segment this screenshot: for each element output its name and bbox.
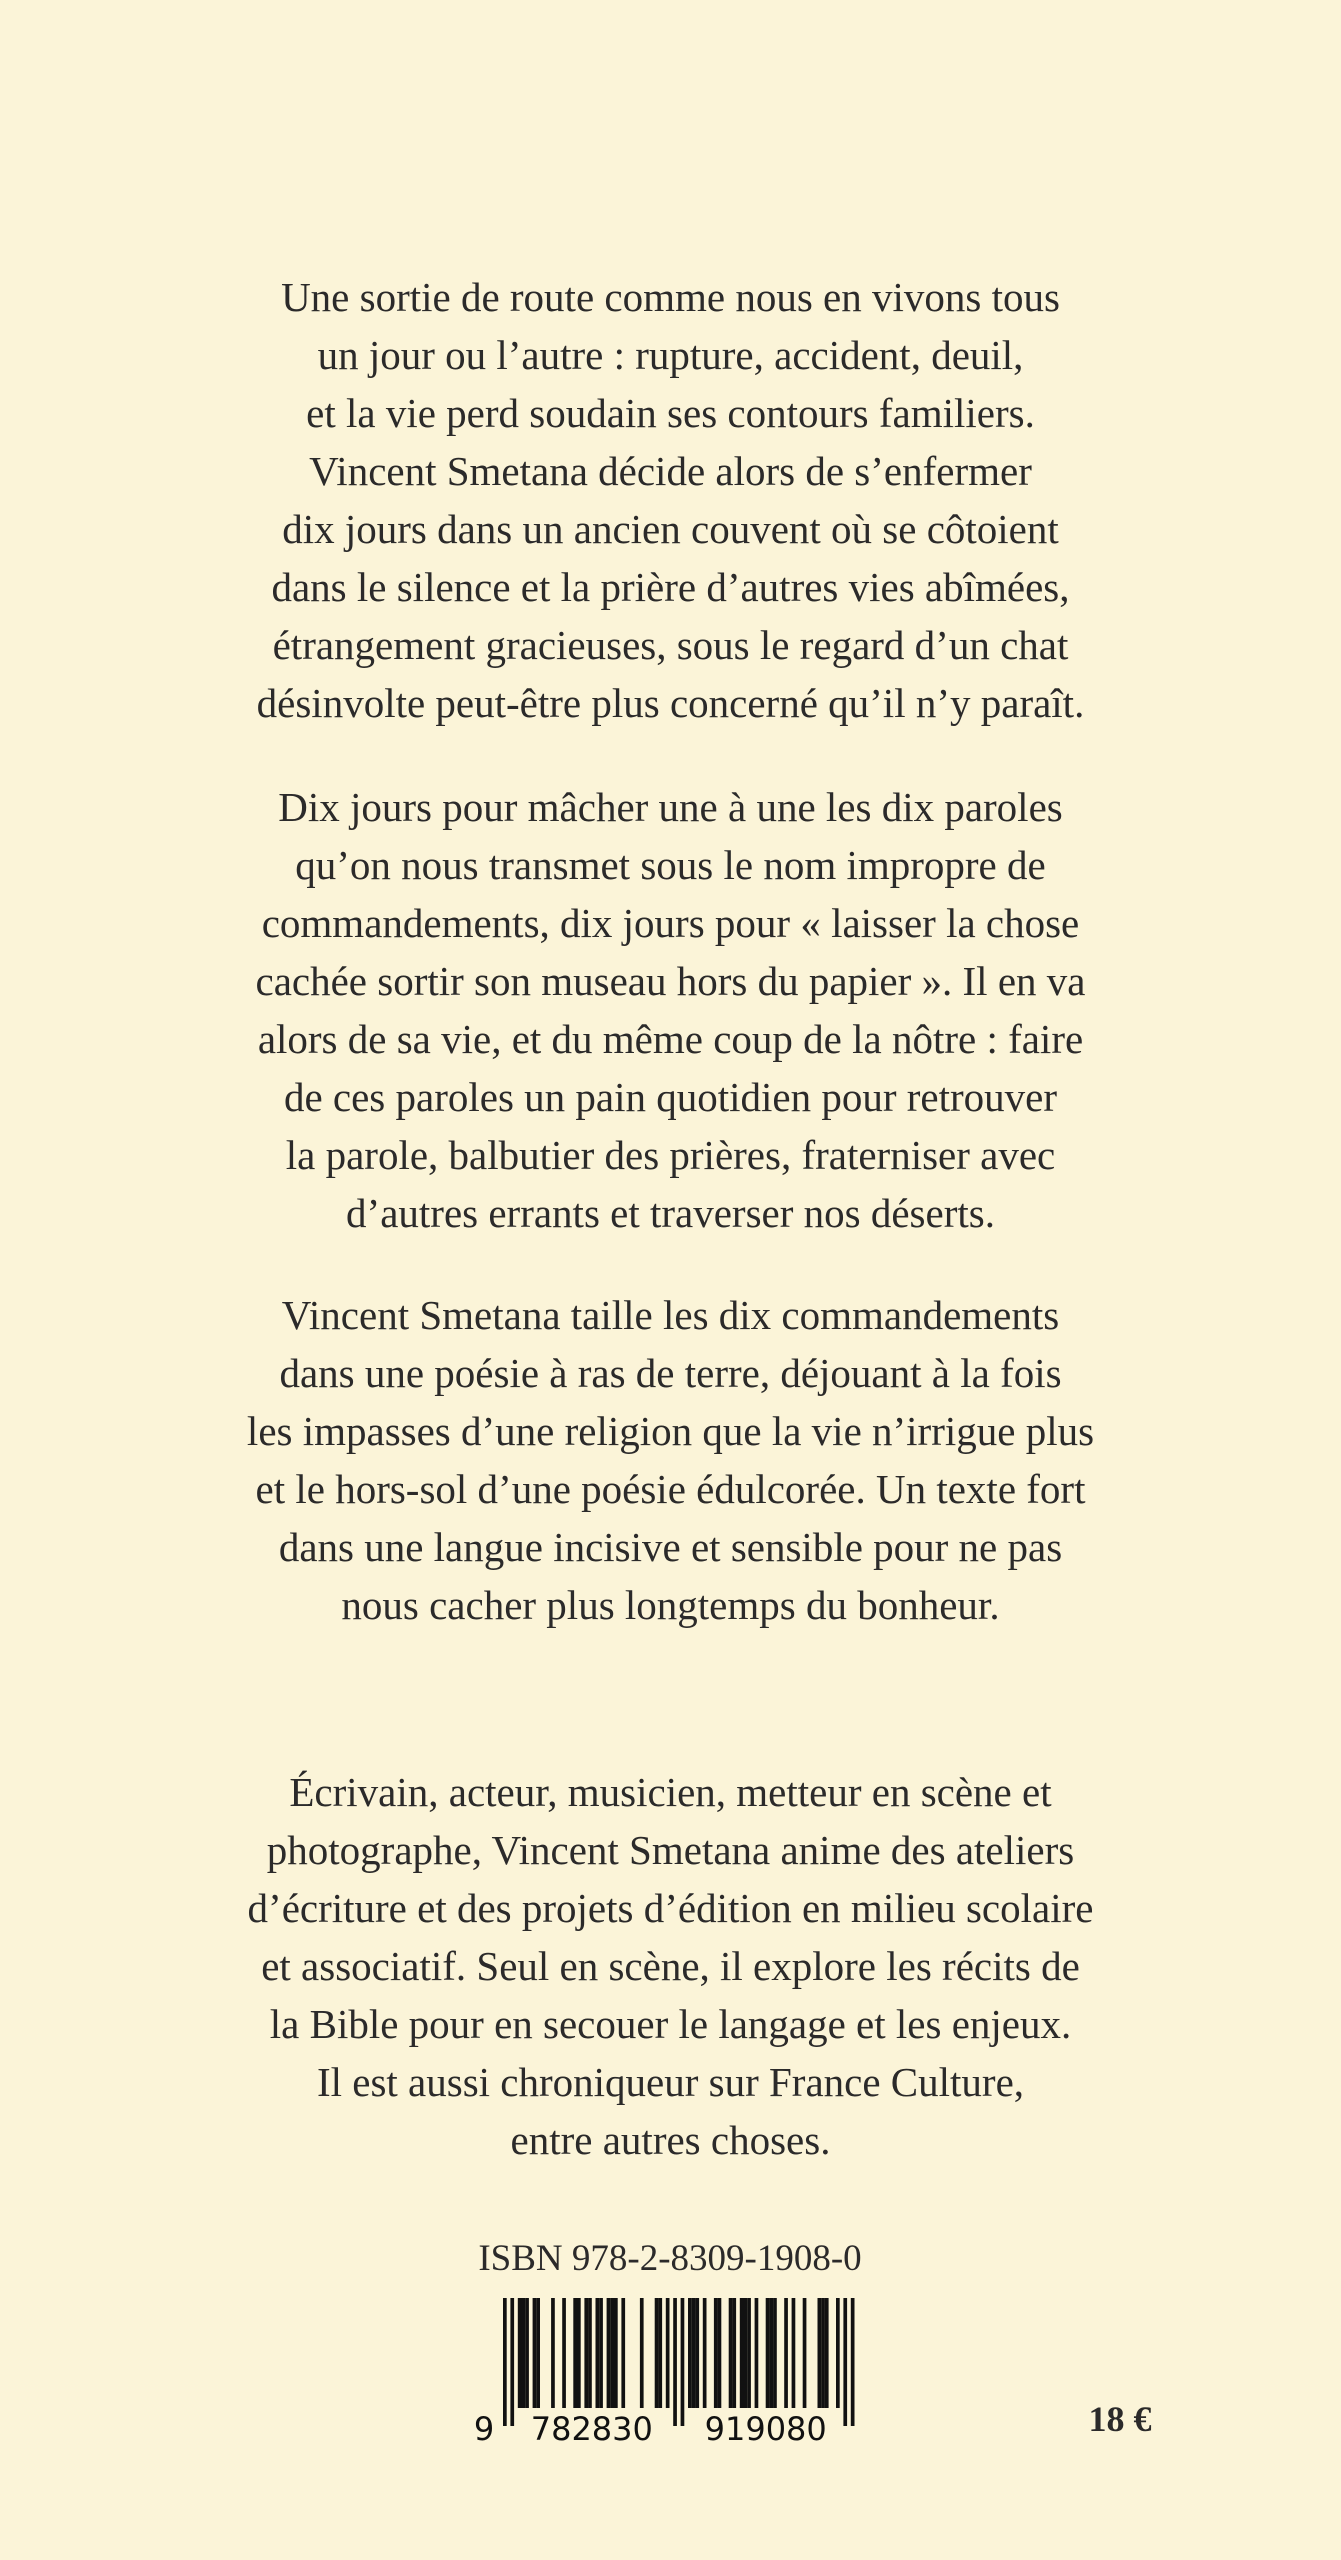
barcode-bar (673, 2298, 677, 2426)
barcode-bar (607, 2298, 611, 2408)
barcode-bar (599, 2298, 603, 2408)
barcode-bar (573, 2298, 577, 2408)
barcode-bar (744, 2298, 748, 2408)
barcode-bar (792, 2298, 796, 2408)
barcode-bar (610, 2298, 614, 2408)
text-line: d’écriture et des projets d’édition en milieu scolaire (247, 1885, 1094, 1931)
barcode-bar (640, 2298, 644, 2408)
barcode-bar (740, 2298, 744, 2408)
price-label: 18 € (1088, 2399, 1152, 2439)
barcode-bar (821, 2298, 825, 2408)
barcode-digits: 919080 (704, 2410, 827, 2448)
barcode-digits: 9 (473, 2410, 495, 2448)
text-line: Il est aussi chroniqueur sur France Culture, (316, 2059, 1025, 2105)
barcode-bar (681, 2298, 685, 2426)
text-line: et la vie perd soudain ses contours familiers. (306, 390, 1035, 436)
text-line: commandements, dix jours pour « laisser la chose (261, 900, 1080, 946)
barcode-bar (577, 2298, 581, 2408)
isbn-label: ISBN 978-2-8309-1908-0 (478, 2238, 862, 2279)
text-line: entre autres choses. (510, 2117, 831, 2163)
barcode-bar (658, 2298, 662, 2408)
barcode-bar (803, 2298, 807, 2408)
text-line: étrangement gracieuses, sous le regard d’un chat (272, 622, 1069, 668)
barcode-bar (536, 2298, 540, 2408)
barcode-bar (732, 2298, 736, 2408)
barcode-bar (621, 2298, 625, 2408)
barcode-bar (518, 2298, 522, 2408)
text-line: désinvolte peut-être plus concerné qu’il n’y paraît. (256, 680, 1085, 726)
author-bio-paragraph (120, 1763, 1221, 2169)
summary-paragraph-3 (120, 1286, 1221, 1634)
barcode-bar (818, 2298, 822, 2408)
barcode-bar (825, 2298, 829, 2408)
barcode-bar (510, 2298, 514, 2426)
text-line: d’autres errants et traverser nos déserts. (346, 1190, 995, 1236)
barcode-bar (836, 2298, 840, 2408)
barcode-bar (703, 2298, 707, 2408)
text-line: Écrivain, acteur, musicien, metteur en scène et (289, 1769, 1052, 1815)
barcode-bar (666, 2298, 670, 2408)
text-line: nous cacher plus longtemps du bonheur. (341, 1582, 1000, 1628)
barcode-graphic (470, 2288, 870, 2468)
barcode-bar (503, 2298, 507, 2426)
text-line: la Bible pour en secouer le langage et les enjeux. (269, 2001, 1072, 2047)
text-line: Une sortie de route comme nous en vivons tous (281, 274, 1060, 320)
barcode (470, 2288, 870, 2468)
barcode-digits: 782830 (530, 2410, 653, 2448)
text-line: les impasses d’une religion que la vie n’irrigue plus (246, 1408, 1095, 1454)
summary-paragraph-1 (120, 268, 1221, 732)
text-line: Vincent Smetana décide alors de s’enfermer (309, 448, 1032, 494)
barcode-bar (522, 2298, 526, 2408)
barcode-bar (714, 2298, 718, 2408)
barcode-bar (784, 2298, 788, 2408)
text-line: photographe, Vincent Smetana anime des ateliers (266, 1827, 1075, 1873)
text-line: la parole, balbutier des prières, fraterniser avec (285, 1132, 1056, 1178)
text-line: alors de sa vie, et du même coup de la nôtre : faire (257, 1016, 1084, 1062)
barcode-bar (766, 2298, 770, 2408)
text-line: dix jours dans un ancien couvent où se côtoient (282, 506, 1059, 552)
barcode-bar (525, 2298, 529, 2408)
text-line: de ces paroles un pain quotidien pour retrouver (283, 1074, 1058, 1120)
barcode-bar (688, 2298, 692, 2408)
text-line: Dix jours pour mâcher une à une les dix paroles (278, 784, 1063, 830)
barcode-bar (655, 2298, 659, 2408)
text-line: dans le silence et la prière d’autres vies abîmées, (271, 564, 1070, 610)
text-line: et associatif. Seul en scène, il explore les récits de (261, 1943, 1080, 1989)
barcode-bar (695, 2298, 699, 2408)
text-line: qu’on nous transmet sous le nom impropre de (295, 842, 1046, 888)
barcode-bar (773, 2298, 777, 2408)
barcode-bar (614, 2298, 618, 2408)
barcode-bar (584, 2298, 588, 2408)
text-line: dans une langue incisive et sensible pour ne pas (278, 1524, 1063, 1570)
barcode-bar (755, 2298, 759, 2408)
barcode-bar (533, 2298, 537, 2408)
text-line: un jour ou l’autre : rupture, accident, deuil, (317, 332, 1024, 378)
summary-paragraph-2 (120, 778, 1221, 1242)
barcode-bar (747, 2298, 751, 2408)
barcode-bar (729, 2298, 733, 2408)
text-line: cachée sortir son museau hors du papier ». Il en va (255, 958, 1086, 1004)
barcode-bar (562, 2298, 566, 2408)
barcode-bar (851, 2298, 855, 2426)
barcode-bar (843, 2298, 847, 2426)
text-line: dans une poésie à ras de terre, déjouant à la fois (279, 1350, 1062, 1396)
text-line: Vincent Smetana taille les dix commandements (281, 1292, 1060, 1338)
barcode-bar (596, 2298, 600, 2408)
text-line: et le hors-sol d’une poésie édulcorée. Un texte fort (255, 1466, 1086, 1512)
barcode-bar (718, 2298, 722, 2408)
barcode-bar (551, 2298, 555, 2408)
barcode-bar (692, 2298, 696, 2408)
barcode-bar (769, 2298, 773, 2408)
barcode-bar (588, 2298, 592, 2408)
